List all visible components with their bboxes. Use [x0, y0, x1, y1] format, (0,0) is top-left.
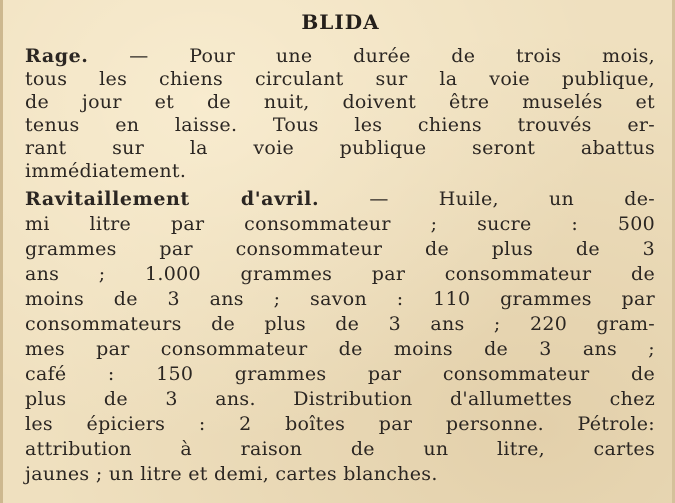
headline: BLIDA: [301, 10, 380, 34]
line-text: — Pour une durée de trois mois,: [88, 45, 655, 67]
article-line: café : 150 grammes par consommateur de: [25, 363, 655, 385]
article-line: immédiatement.: [25, 160, 187, 182]
article-line: consommateurs de plus de 3 ans ; 220 gram-: [25, 313, 655, 335]
article-line: de jour et de nuit, doivent être muselés et: [25, 91, 655, 113]
article-line: attribution à raison de un litre, cartes: [25, 438, 655, 460]
article-line: plus de 3 ans. Distribution d'allumettes chez: [25, 388, 655, 410]
article-line: tenus en laisse. Tous les chiens trouvés er-: [25, 114, 655, 136]
article-line: les épiciers : 2 boîtes par personne. Pétrole:: [25, 413, 655, 435]
section-lead-ravitaillement: Ravitaillement d'avril.: [25, 188, 320, 210]
article-line: moins de 3 ans ; savon : 110 grammes par: [25, 288, 655, 310]
article-line: tous les chiens circulant sur la voie publique,: [25, 68, 655, 90]
article-line: mes par consommateur de moins de 3 ans ;: [25, 338, 655, 360]
article-line: jaunes ; un litre et demi, cartes blanches.: [25, 463, 438, 485]
section-lead-rage: Rage.: [25, 45, 89, 67]
article-line: [25, 187, 655, 211]
line-text: — Huile, un de-: [319, 188, 655, 210]
article-line: [25, 44, 655, 68]
article-line: grammes par consommateur de plus de 3: [25, 238, 655, 260]
article-line: mi litre par consommateur ; sucre : 500: [25, 213, 655, 235]
article-line: ans ; 1.000 grammes par consommateur de: [25, 263, 655, 285]
article-line: rant sur la voie publique seront abattus: [25, 137, 655, 159]
